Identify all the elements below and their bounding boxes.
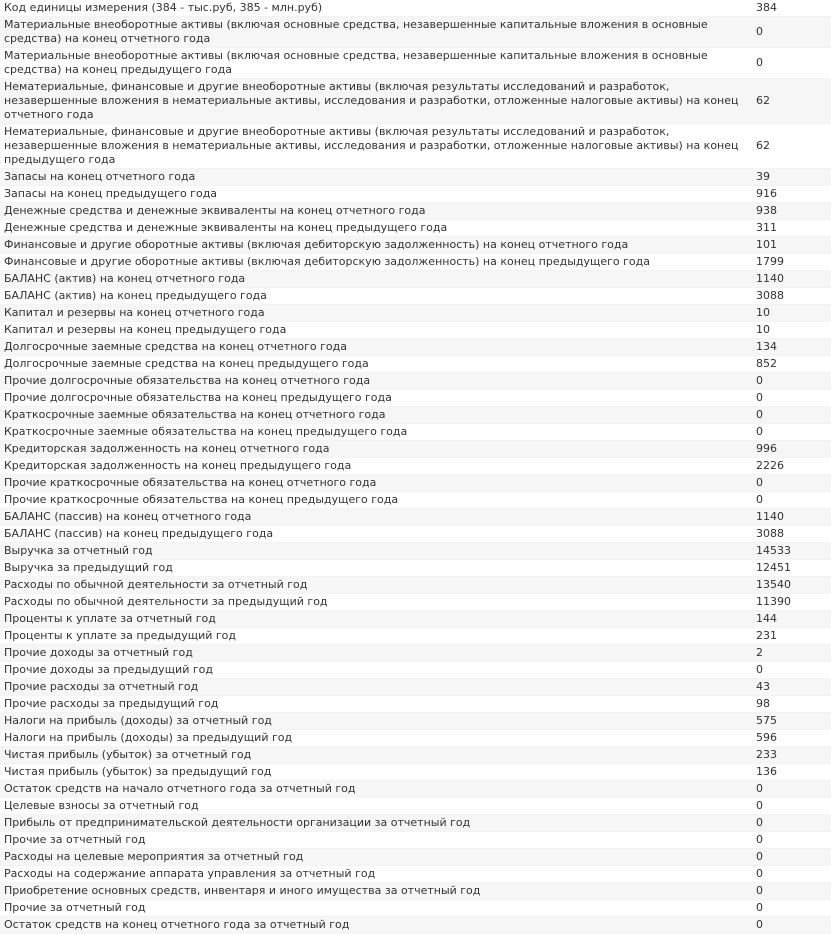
table-row — [0, 730, 831, 747]
indicator-value: 996 — [752, 441, 831, 458]
indicator-value: 62 — [752, 79, 831, 124]
indicator-name: Запасы на конец отчетного года — [0, 169, 752, 186]
indicator-value: 0 — [752, 866, 831, 883]
indicator-value: 0 — [752, 883, 831, 900]
indicator-name: Целевые взносы за отчетный год — [0, 798, 752, 815]
table-row — [0, 373, 831, 390]
table-row — [0, 424, 831, 441]
table-row — [0, 220, 831, 237]
indicator-name: Нематериальные, финансовые и другие внеоборотные активы (включая результаты исследований и разработок, незавершенные вложения в нематериальные активы, исследования и разработки, отложенные налоговые активы) на конец предыдущего года — [0, 124, 752, 169]
indicator-name: Краткосрочные заемные обязательства на конец предыдущего года — [0, 424, 752, 441]
indicator-value: 596 — [752, 730, 831, 747]
table-row — [0, 560, 831, 577]
table-row — [0, 611, 831, 628]
indicator-value: 0 — [752, 900, 831, 917]
indicator-value: 10 — [752, 322, 831, 339]
indicator-name: Прочие долгосрочные обязательства на конец отчетного года — [0, 373, 752, 390]
table-row — [0, 237, 831, 254]
indicator-value: 0 — [752, 917, 831, 934]
indicator-name: Денежные средства и денежные эквиваленты на конец отчетного года — [0, 203, 752, 220]
indicator-value: 43 — [752, 679, 831, 696]
indicator-value: 0 — [752, 407, 831, 424]
table-row — [0, 645, 831, 662]
indicator-name: Приобретение основных средств, инвентаря и иного имущества за отчетный год — [0, 883, 752, 900]
indicator-name: Краткосрочные заемные обязательства на конец отчетного года — [0, 407, 752, 424]
indicator-value: 13540 — [752, 577, 831, 594]
table-row — [0, 509, 831, 526]
table-row — [0, 475, 831, 492]
indicator-name: Чистая прибыль (убыток) за отчетный год — [0, 747, 752, 764]
indicator-name: Прочие краткосрочные обязательства на конец отчетного года — [0, 475, 752, 492]
indicator-value: 11390 — [752, 594, 831, 611]
table-row — [0, 186, 831, 203]
indicator-name: Прочие за отчетный год — [0, 900, 752, 917]
indicator-name: Кредиторская задолженность на конец отчетного года — [0, 441, 752, 458]
table-row — [0, 124, 831, 169]
indicator-value: 14533 — [752, 543, 831, 560]
indicator-value: 0 — [752, 492, 831, 509]
indicator-name: Прочие расходы за предыдущий год — [0, 696, 752, 713]
indicator-name: Капитал и резервы на конец предыдущего года — [0, 322, 752, 339]
table-row — [0, 492, 831, 509]
table-row — [0, 305, 831, 322]
indicator-value: 0 — [752, 424, 831, 441]
indicator-value: 62 — [752, 124, 831, 169]
indicator-value: 0 — [752, 662, 831, 679]
table-row — [0, 849, 831, 866]
indicator-name: Финансовые и другие оборотные активы (включая дебиторскую задолженность) на конец отчетного года — [0, 237, 752, 254]
table-row — [0, 79, 831, 124]
table-row — [0, 798, 831, 815]
table-row — [0, 0, 831, 17]
table-row — [0, 577, 831, 594]
indicator-name: Прочие доходы за предыдущий год — [0, 662, 752, 679]
indicator-name: Остаток средств на конец отчетного года за отчетный год — [0, 917, 752, 934]
indicator-name: Кредиторская задолженность на конец предыдущего года — [0, 458, 752, 475]
table-row — [0, 747, 831, 764]
indicator-name: Прочие доходы за отчетный год — [0, 645, 752, 662]
indicator-name: Чистая прибыль (убыток) за предыдущий год — [0, 764, 752, 781]
indicator-value: 134 — [752, 339, 831, 356]
table-row — [0, 526, 831, 543]
indicator-value: 384 — [752, 0, 831, 17]
table-row — [0, 339, 831, 356]
indicator-name: Прочие за отчетный год — [0, 832, 752, 849]
table-row — [0, 679, 831, 696]
indicator-value: 852 — [752, 356, 831, 373]
indicator-name: Расходы по обычной деятельности за отчетный год — [0, 577, 752, 594]
indicator-value: 1140 — [752, 271, 831, 288]
indicator-value: 0 — [752, 475, 831, 492]
table-row — [0, 662, 831, 679]
indicator-name: Выручка за предыдущий год — [0, 560, 752, 577]
indicator-value: 311 — [752, 220, 831, 237]
indicator-name: Расходы на содержание аппарата управления за отчетный год — [0, 866, 752, 883]
indicator-name: Финансовые и другие оборотные активы (включая дебиторскую задолженность) на конец предыдущего года — [0, 254, 752, 271]
indicator-value: 101 — [752, 237, 831, 254]
table-row — [0, 764, 831, 781]
indicator-name: Остаток средств на начало отчетного года за отчетный год — [0, 781, 752, 798]
indicator-value: 1799 — [752, 254, 831, 271]
indicator-value: 231 — [752, 628, 831, 645]
table-row — [0, 594, 831, 611]
indicator-value: 12451 — [752, 560, 831, 577]
table-row — [0, 781, 831, 798]
indicator-value: 0 — [752, 798, 831, 815]
indicator-name: Выручка за отчетный год — [0, 543, 752, 560]
indicator-value: 0 — [752, 849, 831, 866]
indicator-name: Прочие расходы за отчетный год — [0, 679, 752, 696]
indicator-value: 1140 — [752, 509, 831, 526]
table-row — [0, 696, 831, 713]
indicator-value: 0 — [752, 390, 831, 407]
indicator-name: Прочие долгосрочные обязательства на конец предыдущего года — [0, 390, 752, 407]
table-row — [0, 254, 831, 271]
indicator-value: 233 — [752, 747, 831, 764]
indicator-value: 10 — [752, 305, 831, 322]
table-row — [0, 322, 831, 339]
indicator-value: 0 — [752, 815, 831, 832]
indicator-value: 916 — [752, 186, 831, 203]
table-row — [0, 48, 831, 79]
indicator-value: 0 — [752, 373, 831, 390]
indicator-value: 0 — [752, 17, 831, 48]
indicator-name: БАЛАНС (актив) на конец предыдущего года — [0, 288, 752, 305]
table-row — [0, 628, 831, 645]
table-row — [0, 832, 831, 849]
indicator-name: БАЛАНС (пассив) на конец предыдущего года — [0, 526, 752, 543]
table-row — [0, 917, 831, 934]
table-row — [0, 883, 831, 900]
indicator-name: Запасы на конец предыдущего года — [0, 186, 752, 203]
table-row — [0, 271, 831, 288]
indicator-name: Расходы по обычной деятельности за предыдущий год — [0, 594, 752, 611]
indicator-name: БАЛАНС (пассив) на конец отчетного года — [0, 509, 752, 526]
indicator-name: Материальные внеоборотные активы (включая основные средства, незавершенные капитальные вложения в основные средства) на конец предыдущего года — [0, 48, 752, 79]
indicator-name: Проценты к уплате за предыдущий год — [0, 628, 752, 645]
indicator-name: Проценты к уплате за отчетный год — [0, 611, 752, 628]
indicator-name: Расходы на целевые мероприятия за отчетный год — [0, 849, 752, 866]
table-row — [0, 900, 831, 917]
indicator-value: 136 — [752, 764, 831, 781]
table-row — [0, 458, 831, 475]
indicator-name: Нематериальные, финансовые и другие внеоборотные активы (включая результаты исследований и разработок, незавершенные вложения в нематериальные активы, исследования и разработки, отложенные налоговые активы) на конец отчетного года — [0, 79, 752, 124]
indicator-value: 575 — [752, 713, 831, 730]
indicator-name: Материальные внеоборотные активы (включая основные средства, незавершенные капитальные вложения в основные средства) на конец отчетного года — [0, 17, 752, 48]
table-row — [0, 356, 831, 373]
indicator-value: 0 — [752, 781, 831, 798]
indicator-name: Налоги на прибыль (доходы) за отчетный год — [0, 713, 752, 730]
indicator-name: Код единицы измерения (384 - тыс.руб, 385 - млн.руб) — [0, 0, 752, 17]
indicator-value: 98 — [752, 696, 831, 713]
indicator-name: Денежные средства и денежные эквиваленты на конец предыдущего года — [0, 220, 752, 237]
table-row — [0, 288, 831, 305]
indicator-name: Долгосрочные заемные средства на конец предыдущего года — [0, 356, 752, 373]
table-row — [0, 441, 831, 458]
table-row — [0, 390, 831, 407]
table-row — [0, 407, 831, 424]
table-row — [0, 713, 831, 730]
indicator-name: Налоги на прибыль (доходы) за предыдущий год — [0, 730, 752, 747]
indicator-name: БАЛАНС (актив) на конец отчетного года — [0, 271, 752, 288]
table-row — [0, 543, 831, 560]
indicator-value: 2 — [752, 645, 831, 662]
indicator-name: Прочие краткосрочные обязательства на конец предыдущего года — [0, 492, 752, 509]
table-row — [0, 203, 831, 220]
table-row — [0, 17, 831, 48]
indicator-name: Долгосрочные заемные средства на конец отчетного года — [0, 339, 752, 356]
indicator-value: 39 — [752, 169, 831, 186]
indicator-value: 3088 — [752, 526, 831, 543]
table-row — [0, 169, 831, 186]
table-row — [0, 815, 831, 832]
indicator-value: 2226 — [752, 458, 831, 475]
indicator-value: 0 — [752, 48, 831, 79]
table-row — [0, 866, 831, 883]
indicator-value: 0 — [752, 832, 831, 849]
indicator-name: Прибыль от предпринимательской деятельности организации за отчетный год — [0, 815, 752, 832]
indicator-value: 938 — [752, 203, 831, 220]
indicator-value: 3088 — [752, 288, 831, 305]
indicator-name: Капитал и резервы на конец отчетного года — [0, 305, 752, 322]
indicator-value: 144 — [752, 611, 831, 628]
